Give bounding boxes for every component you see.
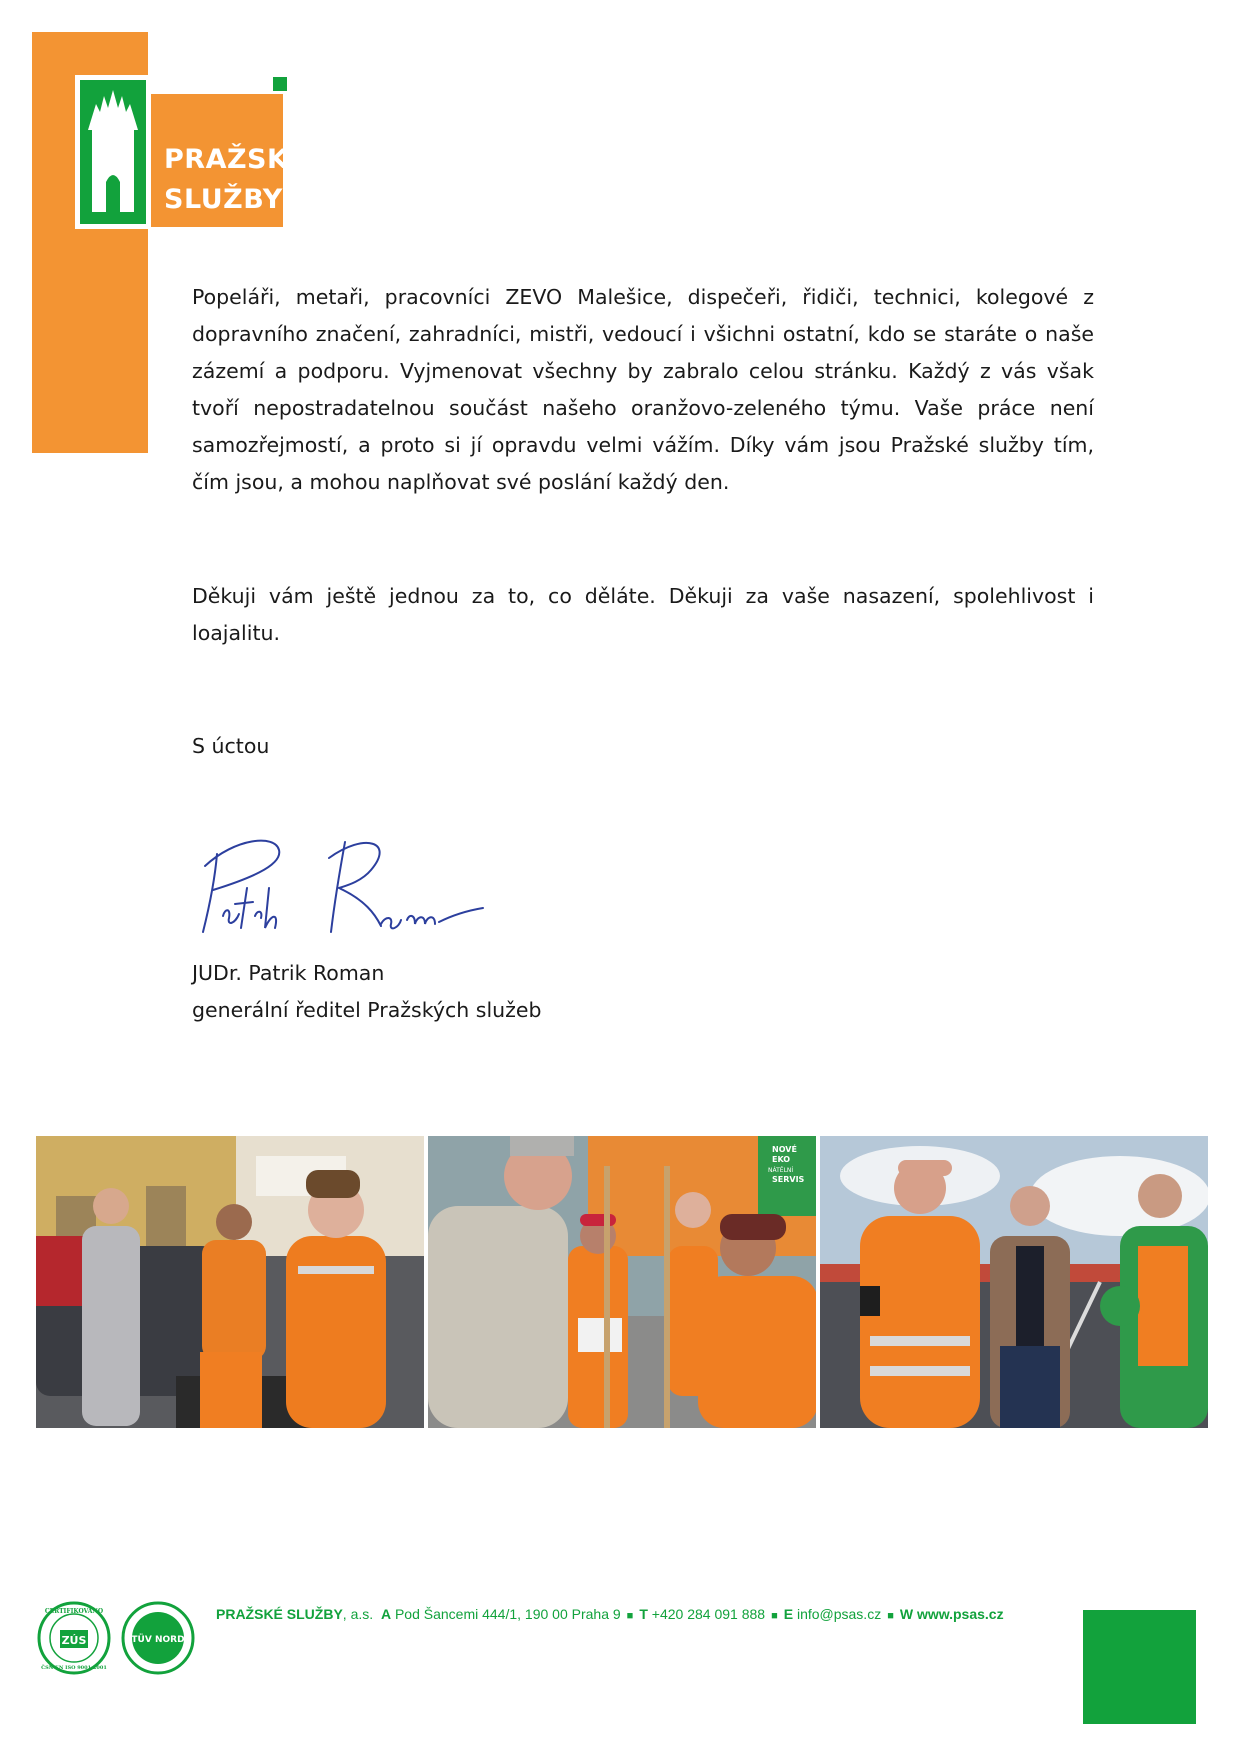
footer-separator: ■ — [887, 1610, 894, 1622]
logo-line1: PRAŽSKÉ — [164, 144, 308, 175]
signer-block — [192, 955, 542, 1029]
photo-workers-clipboard — [428, 1136, 816, 1428]
certification-badge-zus — [36, 1600, 112, 1676]
footer-email-label: E — [783, 1606, 794, 1622]
footer-address: Pod Šancemi 444/1, 190 00 Praha 9 — [394, 1606, 621, 1622]
letter-paragraph-1: Popeláři, metaři, pracovníci ZEVO Malešice, dispečeři, řidiči, technici, kolegové z dopravního značení, zahradníci, mistři, vedoucí i všichni ostatní, kdo se staráte o naše zázemí a podporu. Vyjmenovat všechny by zabralo celou stránku. Každý z vás však tvoří nepostradatelnou součást našeho oranžovo-zeleného týmu. Vaše práce není samozřejmostí, a proto si jí opravdu velmi vážím. Díky vám jsou Pražské služby tím, čím jsou, a mohou naplňovat své poslání každý den. — [192, 285, 1094, 494]
tower-icon — [86, 90, 140, 212]
footer-web[interactable]: www.psas.cz — [916, 1606, 1004, 1622]
svg-text:NÁTĚLNÍ: NÁTĚLNÍ — [768, 1167, 794, 1174]
photo-road-visit — [820, 1136, 1208, 1428]
footer-green-square — [1083, 1610, 1196, 1724]
footer-phone[interactable]: +420 284 091 888 — [651, 1606, 766, 1622]
svg-text:ZÚS: ZÚS — [61, 1634, 87, 1647]
letter-closing: S úctou — [192, 734, 270, 758]
footer-phone-label: T — [639, 1606, 648, 1622]
svg-text:SERVIS: SERVIS — [772, 1175, 805, 1184]
photo-street-handshake — [36, 1136, 424, 1428]
svg-text:NOVÉ: NOVÉ — [772, 1145, 797, 1154]
footer-separator: ■ — [626, 1610, 634, 1622]
signer-title: generální ředitel Pražských služeb — [192, 998, 542, 1022]
svg-text:EKO: EKO — [772, 1155, 791, 1164]
certification-badge-tuv — [120, 1600, 196, 1676]
svg-text:CERTIFIKOVÁNO: CERTIFIKOVÁNO — [44, 1608, 104, 1615]
footer-email[interactable]: info@psas.cz — [796, 1606, 882, 1622]
footer-company: PRAŽSKÉ SLUŽBY — [216, 1606, 343, 1622]
svg-text:ČSN EN ISO 9001:2001: ČSN EN ISO 9001:2001 — [41, 1665, 107, 1671]
footer-separator: ■ — [771, 1610, 778, 1622]
signature — [195, 828, 485, 948]
signer-name: JUDr. Patrik Roman — [192, 961, 385, 985]
logo-line2: SLUŽBY — [164, 184, 283, 215]
footer-address-label: A — [380, 1606, 392, 1622]
footer-company-suffix: , a.s. — [342, 1606, 374, 1622]
letter-paragraph-2: Děkuji vám ještě jednou za to, co děláte. Děkuji za vaše nasazení, spolehlivost i loajalitu. — [192, 584, 1094, 645]
logo-green-square — [273, 77, 287, 91]
footer-contact-line — [216, 1606, 1004, 1622]
svg-text:TÜV NORD: TÜV NORD — [131, 1635, 185, 1645]
logo-wordmark — [164, 140, 307, 220]
footer-web-label: W — [899, 1606, 914, 1622]
